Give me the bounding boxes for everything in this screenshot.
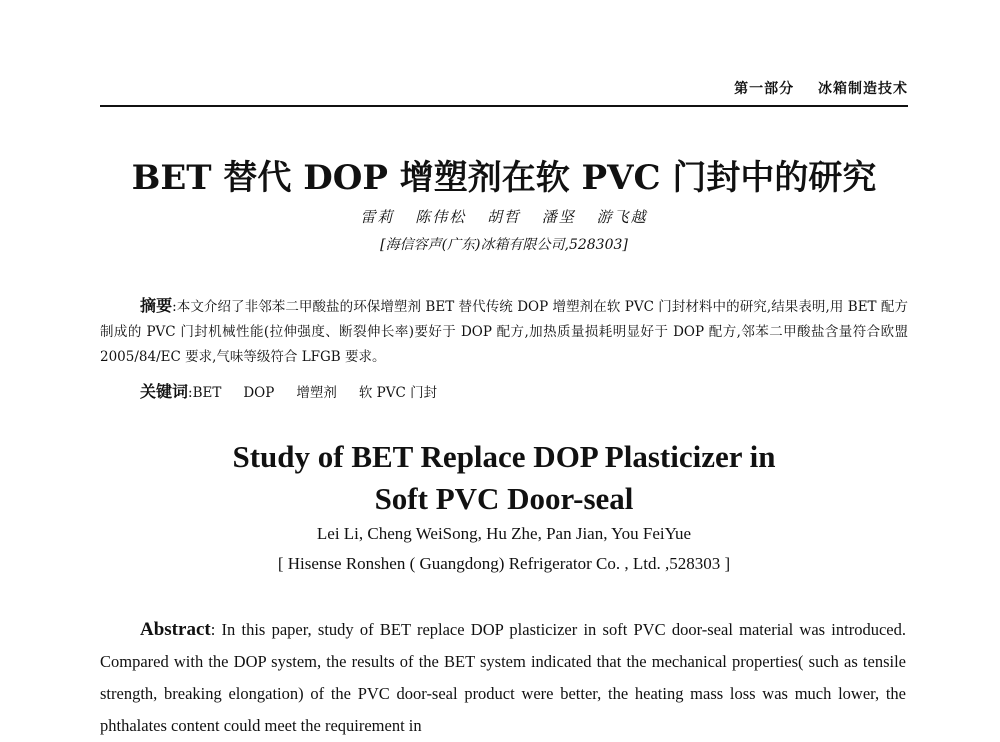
english-affiliation: [ Hisense Ronshen ( Guangdong) Refrigerator Co. , Ltd. ,528303 ] [277,554,731,573]
chinese-keywords [140,381,900,404]
author-name: 潘坚 [541,208,576,226]
author-name: 胡哲 [486,208,521,226]
chinese-abstract [100,293,908,370]
english-abstract [100,614,906,742]
keyword: 软 PVC 门封 [358,385,438,401]
header-rule [100,105,908,107]
abstract-label: 摘要 [140,296,173,315]
keyword: 增塑剂 [296,385,337,401]
abstract-text: : In this paper, study of BET replace DOP plasticizer in soft PVC door-seal material was introduced. Compared with the DOP system, the results of the BET system indicated that the mechanical properties( such as tensile strength, breaking elongation) of the PVC door-seal product were better, the heating mass loss was much lower, the phthalates content could meet the requirement in [100,620,906,735]
english-title [100,436,908,520]
author-name: 陈伟松 [415,208,467,226]
keyword: DOP [243,385,275,401]
author-name: 游飞越 [596,208,648,226]
chinese-authors [100,206,908,227]
keyword: :BET [188,385,222,401]
english-title-line: Study of BET Replace DOP Plasticizer in [232,439,776,474]
chinese-affiliation: [海信容声(广东)冰箱有限公司,528303] [380,237,628,253]
keywords-label: 关键词 [140,382,189,401]
author-name: 雷莉 [360,208,395,226]
section-topic: 冰箱制造技术 [818,81,908,97]
chinese-title: BET 替代 DOP 增塑剂在软 PVC 门封中的研究 [131,158,877,198]
english-authors: Lei Li, Cheng WeiSong, Hu Zhe, Pan Jian, You FeiYue [316,524,692,543]
section-label: 第一部分 [734,81,795,97]
english-title-line: Soft PVC Door-seal [374,481,634,516]
abstract-text: :本文介绍了非邻苯二甲酸盐的环保增塑剂 BET 替代传统 DOP 增塑剂在软 PVC 门封材料中的研究,结果表明,用 BET 配方制成的 PVC 门封机械性能(拉伸强度、断裂伸长率)要好于 DOP 配方,加热质量损耗明显好于 DOP 配方,邻苯二甲酸盐含量符合欧盟 2005/84/EC 要求,气味等级符合 LFGB 要求。 [100,299,908,365]
abstract-label: Abstract [140,619,211,640]
running-header [100,78,908,102]
